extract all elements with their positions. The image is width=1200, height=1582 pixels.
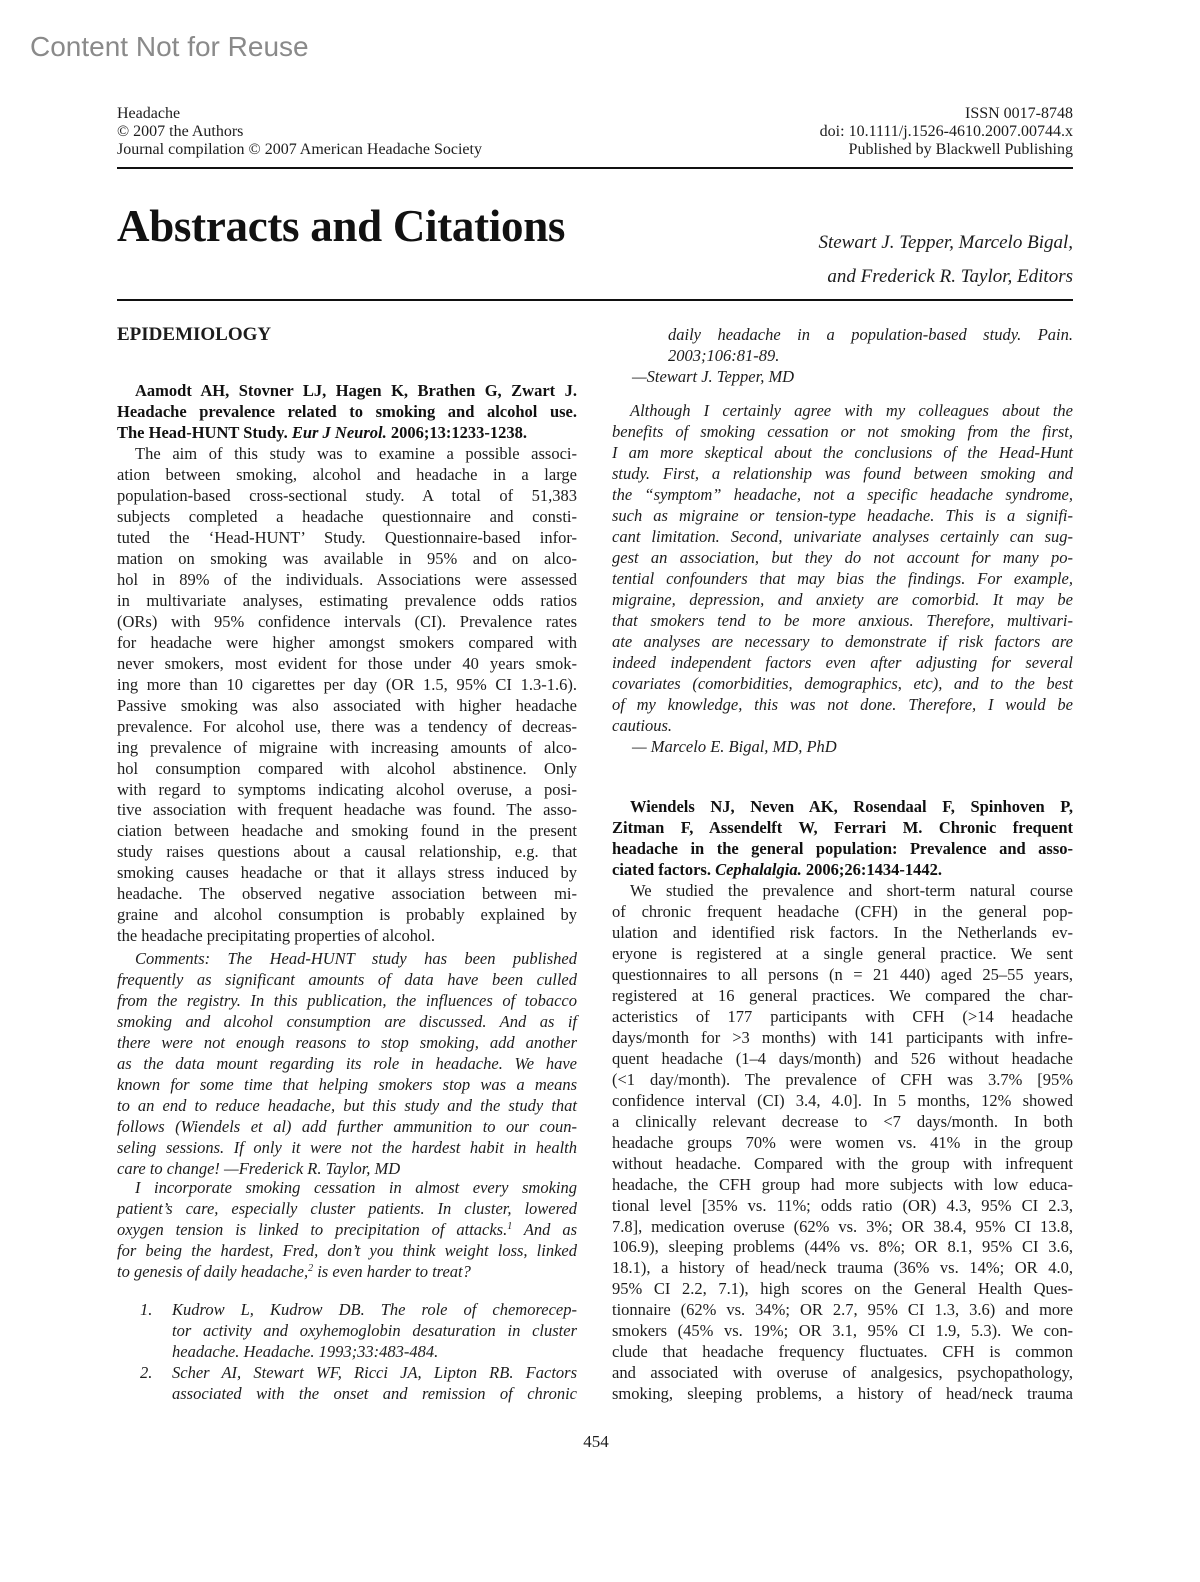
doi: doi: 10.1111/j.1526-4610.2007.00744.x (819, 123, 1073, 140)
text-line: oxygen tension is linked to precipitation of attacks.$^1$ And as (117, 1219, 577, 1239)
text-line: there were not enough reasons to stop smoking, add another (117, 1032, 577, 1052)
text-line: the “symptom” headache, not a specific headache syndrome, (612, 484, 1073, 504)
journal-header-right (820, 105, 1073, 159)
text-line: Aamodt AH, Stovner LJ, Hagen K, Brathen G, Zwart J. (135, 381, 577, 400)
text-line: headache. The observed negative association between mi- (117, 884, 577, 904)
section-heading: EPIDEMIOLOGY (117, 324, 272, 345)
issn: ISSN 0017-8748 (964, 105, 1073, 122)
text-line: covariates (comorbidities, demographics, etc), and to the best (612, 673, 1073, 693)
text-line: hol consumption compared with alcohol abstinence. Only (117, 758, 577, 778)
text-line: ate analyses are necessary to demonstrate if risk factors are (612, 631, 1073, 651)
text-line: gest an association, but they do not account for many po- (612, 547, 1073, 567)
text-line: registered at 16 general practices. We compared the char- (612, 985, 1073, 1005)
watermark: Content Not for Reuse (30, 31, 309, 62)
text-line: smoking causes headache or that it allays stress induced by (117, 863, 577, 883)
text-line: headache in the general population: Prevalence and asso- (612, 838, 1073, 858)
text-line: migraine, depression, and anxiety are comorbid. It may be (612, 589, 1073, 609)
text-line: ing more than 10 cigarettes per day (OR 1.5, 95% CI 1.3-1.6). (117, 674, 577, 694)
text-line: from the registry. In this publication, the influences of tobacco (117, 990, 577, 1010)
text-line: 18.1), a history of head/neck trauma (36% vs. 14%; OR 4.0, (612, 1258, 1073, 1278)
text-line: 106.9), sleeping problems (44% vs. 8%; OR 8.1, 95% CI 3.6, (612, 1237, 1073, 1257)
text-line: ciated factors. Cephalalgia. 2006;26:1434-1442. (612, 859, 942, 879)
text-line: headache groups 70% were women vs. 41% in the group (612, 1132, 1073, 1152)
page-number: 454 (583, 1432, 609, 1451)
text-line: I incorporate smoking cessation in almost every smoking (135, 1178, 577, 1197)
journal-name: Headache (117, 105, 181, 122)
text-line: tential confounders that may bias the findings. For example, (612, 568, 1073, 588)
text-line: ing prevalence of migraine with increasing amounts of alco- (117, 737, 577, 757)
text-line: (<1 day/month). The prevalence of CFH was 3.7% [95% (612, 1069, 1073, 1089)
comment-bigal (612, 401, 1073, 737)
text-line: and associated with overuse of analgesics, psychopathology, (612, 1363, 1073, 1383)
text-line: without headache. Compared with the group with infrequent (612, 1153, 1073, 1173)
text-line: 7.8], medication overuse (62% vs. 3%; OR 38.4, 95% CI 13.8, (612, 1216, 1073, 1236)
reference-item (172, 1300, 577, 1363)
reference-number: 2. (140, 1363, 153, 1382)
text-line: prevalence. For alcohol use, there was a tendency of decreas- (117, 716, 577, 736)
text-line: smokers (45% vs. 19%; OR 3.1, 95% CI 1.9, 5.3). We con- (612, 1321, 1073, 1341)
text-line: smoking and alcohol consumption are discussed. And as if (117, 1011, 577, 1031)
title-rule (117, 299, 1073, 301)
abstract-wiendels (612, 881, 1073, 1405)
text-line: hol in 89% of the individuals. Associations were assessed (117, 569, 577, 589)
copyright-authors: © 2007 the Authors (117, 123, 244, 140)
text-line: that smokers tend to be more anxious. Therefore, multivari- (612, 610, 1073, 630)
text-line: benefits of smoking cessation or not smoking from the first, (612, 421, 1073, 441)
text-line: patient’s care, especially cluster patients. In cluster, lowered (117, 1198, 577, 1218)
text-line: acteristics of 177 participants with CFH (>14 headache (612, 1006, 1073, 1026)
publisher: Published by Blackwell Publishing (848, 141, 1073, 158)
text-line: 95% CI 2.2, 7.1), high scores on the General Health Ques- (612, 1279, 1073, 1299)
text-line: The Head-HUNT Study. Eur J Neurol. 2006;13:1233-1238. (117, 422, 527, 442)
text-line: seling sessions. If only it were not the hardest habit in health (117, 1137, 577, 1157)
text-line: cautious. (612, 715, 673, 735)
editors (818, 226, 1073, 294)
text-line: follows (Wiendels et al) add further ammunition to our coun- (117, 1116, 577, 1136)
text-line: subjects completed a headache questionnaire and consti- (117, 506, 577, 526)
text-line: Passive smoking was also associated with higher headache (117, 695, 577, 715)
text-line: headache. Headache. 1993;33:483-484. (172, 1341, 439, 1361)
text-line: of my knowledge, this was not done. Therefore, I would be (612, 694, 1073, 714)
text-line: Although I certainly agree with my colleagues about the (630, 401, 1073, 420)
text-line: I am more skeptical about the conclusions of the Head-Hunt (612, 442, 1073, 462)
header-rule (117, 167, 1073, 169)
comment-taylor (117, 949, 577, 1180)
text-line: tional level [35% vs. 11%; odds ratio (OR) 4.3, 95% CI 2.3, (612, 1195, 1073, 1215)
text-line: ulation and identified risk factors. In the Netherlands ev- (612, 922, 1073, 942)
journal-compilation: Journal compilation © 2007 American Headache Society (117, 141, 482, 158)
text-line: days/month for >3 months) with 141 participants with infre- (612, 1027, 1073, 1047)
text-line: to an end to reduce headache, but this study and the study that (117, 1095, 577, 1115)
text-line: mation on smoking was available in 95% and on alco- (117, 548, 577, 568)
text-line: Zitman F, Assendelft W, Ferrari M. Chronic frequent (612, 817, 1073, 837)
text-line: graine and alcohol consumption is probably explained by (117, 905, 577, 925)
text-line: eryone is registered at a single general practice. We sent (612, 943, 1073, 963)
text-line: ciation between headache and smoking found in the present (117, 821, 577, 841)
editors-line-2: and Frederick R. Taylor, Editors (827, 266, 1073, 287)
text-line: Wiendels NJ, Neven AK, Rosendaal F, Spinhoven P, (630, 797, 1073, 816)
text-line: quent headache (1–4 days/month) and 526 without headache (612, 1048, 1073, 1068)
signature-tepper: —Stewart J. Tepper, MD (632, 367, 795, 386)
text-line: population-based cross-sectional study. A total of 51,383 (117, 485, 577, 505)
text-line: as the data mount regarding its role in headache. We have (117, 1053, 577, 1073)
text-line: tionnaire (62% vs. 34%; OR 2.7, 95% CI 1.3, 3.6) and more (612, 1300, 1073, 1320)
text-line: daily headache in a population-based study. Pain. (668, 325, 1073, 344)
text-line: Comments: The Head-HUNT study has been published (135, 949, 577, 968)
reference-continuation (668, 325, 1073, 367)
text-line: tor activity and oxyhemoglobin desaturation in cluster (172, 1320, 577, 1340)
reference-item (172, 1363, 577, 1405)
comment-tepper (117, 1178, 577, 1283)
page-title: Abstracts and Citations (117, 201, 566, 251)
text-line: tive association with frequent headache was found. The asso- (117, 800, 577, 820)
text-line: confidence interval (CI) 3.4, 4.0]. In 5 months, 12% showed (612, 1090, 1073, 1110)
text-line: associated with the onset and remission of chronic (172, 1383, 577, 1403)
text-line: to genesis of daily headache,$^2$ is even harder to treat? (117, 1261, 471, 1281)
text-line: headache, the CFH group had more subjects with low educa- (612, 1174, 1073, 1194)
text-line: study. First, a relationship was found between smoking and (612, 463, 1073, 483)
text-line: Scher AI, Stewart WF, Ricci JA, Lipton RB. Factors (172, 1363, 577, 1382)
abstract-aamodt (117, 444, 577, 947)
text-line: never smokers, most evident for those under 40 years smok- (117, 653, 577, 673)
signature-bigal: — Marcelo E. Bigal, MD, PhD (632, 737, 837, 756)
text-line: (ORs) with 95% confidence intervals (CI). Prevalence rates (117, 611, 577, 631)
text-line: clude that headache frequency fluctuates. CFH is common (612, 1342, 1073, 1362)
text-line: 2003;106:81-89. (668, 345, 780, 365)
text-line: Headache prevalence related to smoking and alcohol use. (117, 401, 577, 421)
text-line: such as migraine or tension-type headache. This is a signifi- (612, 505, 1073, 525)
text-line: care to change! —Frederick R. Taylor, MD (117, 1158, 401, 1178)
text-line: for being the hardest, Fred, don’t you think weight loss, linked (117, 1240, 577, 1260)
text-line: frequently as significant amounts of data have been culled (117, 969, 577, 989)
journal-header-left (117, 105, 482, 159)
text-line: We studied the prevalence and short-term natural course (630, 881, 1073, 900)
text-line: indeed independent factors even after adjusting for several (612, 652, 1073, 672)
text-line: the headache precipitating properties of alcohol. (117, 926, 435, 946)
text-line: with regard to symptoms indicating alcohol overuse, a posi- (117, 779, 577, 799)
citation-wiendels (612, 797, 1073, 881)
text-line: questionnaires to all persons (n = 21 440) aged 25–55 years, (612, 964, 1073, 984)
text-line: for headache were higher amongst smokers compared with (117, 632, 577, 652)
text-line: smoking, sleeping problems, a history of head/neck trauma (612, 1384, 1073, 1404)
editors-line-1: Stewart J. Tepper, Marcelo Bigal, (818, 232, 1073, 253)
text-line: a clinically relevant decrease to <7 days/month. In both (612, 1111, 1073, 1131)
text-line: The aim of this study was to examine a possible associ- (135, 444, 577, 463)
text-line: tuted the ‘Head-HUNT’ Study. Questionnaire-based infor- (117, 527, 577, 547)
citation-aamodt (117, 381, 577, 444)
text-line: known for some time that helping smokers stop was a means (117, 1074, 577, 1094)
reference-number: 1. (140, 1300, 153, 1319)
text-line: of chronic frequent headache (CFH) in the general pop- (612, 901, 1073, 921)
text-line: ation between smoking, alcohol and headache in a large (117, 464, 577, 484)
text-line: in multivariate analyses, estimating prevalence odds ratios (117, 590, 577, 610)
text-line: Kudrow L, Kudrow DB. The role of chemorecep- (172, 1300, 577, 1319)
text-line: study raises questions about a causal relationship, e.g. that (117, 842, 577, 862)
text-line: cant limitation. Second, univariate analyses certainly can sug- (612, 526, 1073, 546)
